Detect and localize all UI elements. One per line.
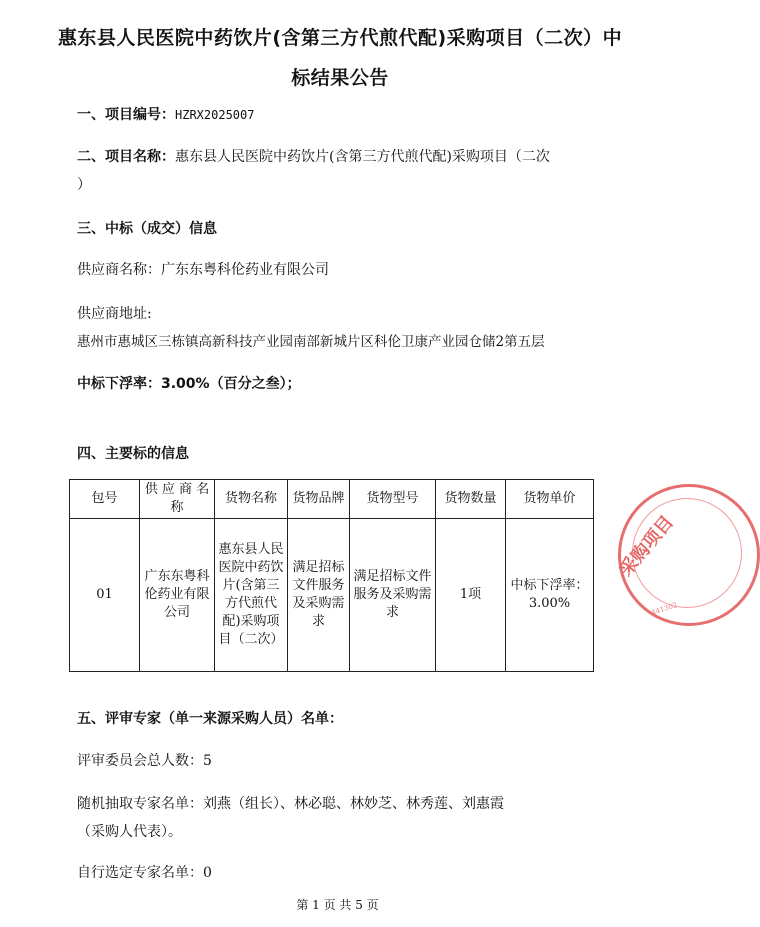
subject-info-heading: 四、主要标的信息 — [77, 446, 189, 462]
seal-text: 采购项目 — [615, 511, 678, 581]
header-package-no: 包号 — [70, 480, 140, 519]
document-title: 惠东县人民医院中药饮片(含第三方代煎代配)采购项目（二次）中标结果公告 — [57, 27, 623, 89]
cell-unit-price: 中标下浮率：3.00% — [506, 519, 594, 672]
random-experts: 随机抽取专家名单：刘燕（组长）、林必聪、林妙芝、林秀莲、刘惠霞 — [77, 796, 504, 812]
project-number-value: HZRX2025007 — [175, 108, 255, 122]
cell-model: 满足招标文件服务及采购需求 — [350, 519, 436, 672]
header-supplier: 供 应 商 名称 — [140, 480, 215, 519]
project-number-label: 一、项目编号： — [77, 107, 175, 123]
random-experts-cont: （采购人代表）。 — [77, 824, 182, 840]
header-brand: 货物品牌 — [288, 480, 350, 519]
cell-supplier: 广东东粤科伦药业有限公司 — [140, 519, 215, 672]
cell-package-no: 01 — [70, 519, 140, 672]
project-name-cont: ） — [77, 177, 91, 193]
subject-table — [69, 479, 594, 672]
seal-number: 441302 — [650, 601, 679, 617]
experts-heading: 五、评审专家（单一来源采购人员）名单： — [77, 711, 343, 727]
header-unit-price: 货物单价 — [506, 480, 594, 519]
project-number-line — [77, 104, 254, 124]
supplier-address: 惠州市惠城区三栋镇高新科技产业园南部新城片区科伦卫康产业园仓储2第五层 — [77, 334, 545, 350]
experts-total: 评审委员会总人数：5 — [77, 753, 212, 769]
project-name-label: 二、项目名称： — [77, 149, 175, 165]
page-footer: 第 1 页 共 5 页 — [296, 898, 379, 912]
table-row — [70, 519, 594, 672]
official-seal — [615, 484, 760, 626]
supplier-address-label: 供应商地址: — [77, 306, 152, 322]
self-selected-experts: 自行选定专家名单：0 — [77, 865, 212, 881]
project-name-value: 惠东县人民医院中药饮片(含第三方代煎代配)采购项目（二次 — [175, 149, 550, 165]
cell-quantity: 1项 — [436, 519, 506, 672]
cell-goods-name: 惠东县人民医院中药饮片(含第三方代煎代配)采购项目（二次） — [215, 519, 288, 672]
winner-info-heading: 三、中标（成交）信息 — [77, 221, 217, 237]
supplier-name: 供应商名称：广东东粤科伦药业有限公司 — [77, 262, 329, 278]
header-quantity: 货物数量 — [436, 480, 506, 519]
header-model: 货物型号 — [350, 480, 436, 519]
float-rate: 中标下浮率：3.00%（百分之叁）； — [77, 376, 301, 392]
cell-brand: 满足招标文件服务及采购需求 — [288, 519, 350, 672]
header-goods-name: 货物名称 — [215, 480, 288, 519]
project-name-line — [77, 146, 550, 166]
table-header-row — [70, 480, 594, 519]
